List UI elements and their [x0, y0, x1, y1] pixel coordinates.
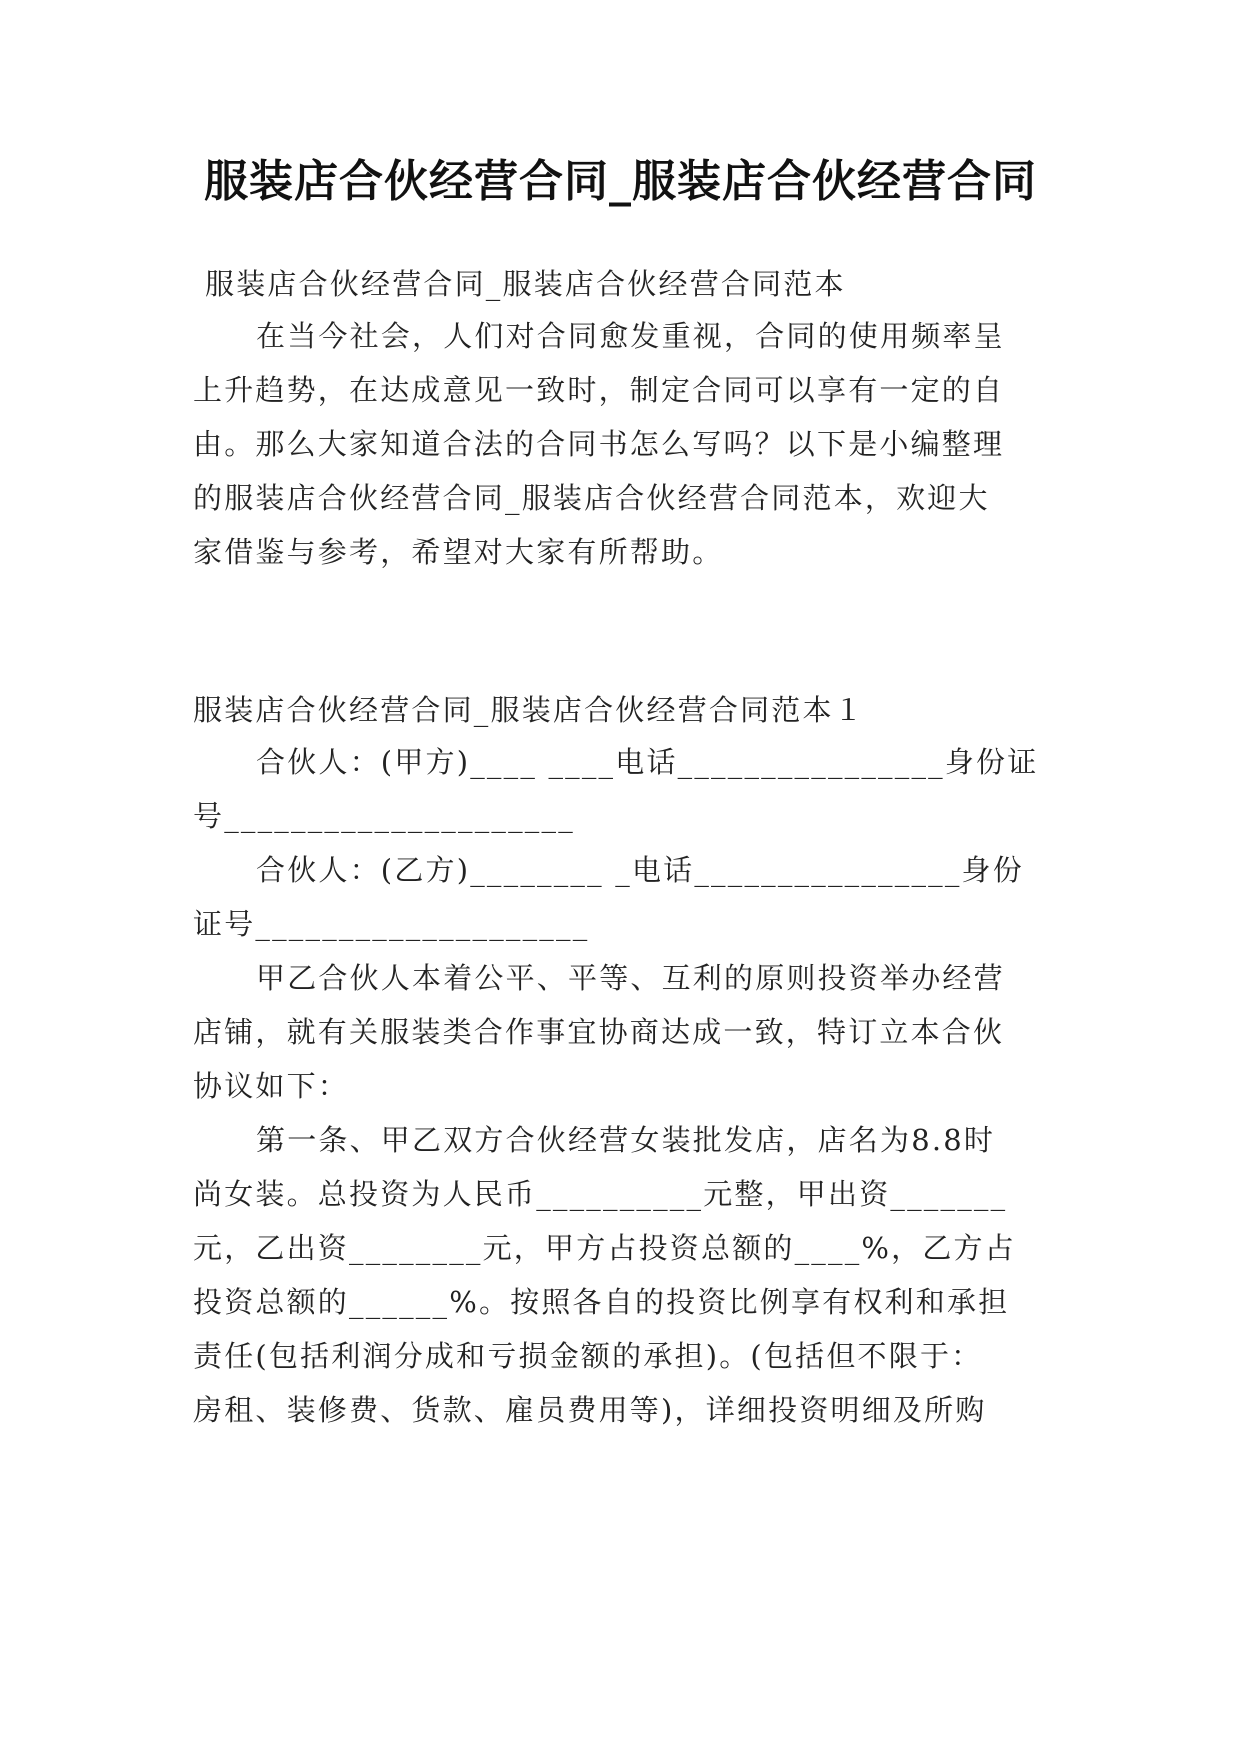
section-heading: 服装店合伙经营合同_服装店合伙经营合同范本１: [193, 693, 865, 727]
document-title: 服装店合伙经营合同_服装店合伙经营合同: [204, 156, 1037, 207]
article-1-line-1: 第一条、甲乙双方合伙经营女装批发店，店名为8.8时: [256, 1123, 996, 1157]
agreement-line-2: 店铺，就有关服装类合作事宜协商达成一致，特订立本合伙: [193, 1015, 1005, 1049]
intro-line-1: 在当今社会，人们对合同愈发重视，合同的使用频率呈: [256, 319, 1005, 353]
article-1-line-5: 责任(包括利润分成和亏损金额的承担)。(包括但不限于：: [193, 1339, 983, 1373]
intro-line-2: 上升趋势，在达成意见一致时，制定合同可以享有一定的自: [193, 373, 1005, 407]
article-1-line-6: 房租、装修费、货款、雇员费用等)，详细投资明细及所购: [193, 1393, 987, 1427]
partner-b-line: 合伙人：(乙方)________ _电话________________身份: [256, 853, 1024, 887]
partner-a-id-line: 号_____________________: [193, 799, 575, 833]
article-1-line-4: 投资总额的______%。按照各自的投资比例享有权利和承担: [193, 1285, 1010, 1319]
partner-a-line: 合伙人：(甲方)____ ____电话________________身份证: [256, 745, 1039, 779]
intro-line-5: 家借鉴与参考，希望对大家有所帮助。: [193, 535, 724, 569]
subtitle-line: 服装店合伙经营合同_服装店合伙经营合同范本: [205, 267, 846, 301]
article-1-line-2: 尚女装。总投资为人民币__________元整，甲出资_______: [193, 1177, 1008, 1211]
article-1-line-3: 元，乙出资________元，甲方占投资总额的____%，乙方占: [193, 1231, 1016, 1265]
intro-line-4: 的服装店合伙经营合同_服装店合伙经营合同范本，欢迎大: [193, 481, 990, 515]
partner-b-id-line: 证号____________________: [193, 907, 590, 941]
intro-line-3: 由。那么大家知道合法的合同书怎么写吗？以下是小编整理: [193, 427, 1005, 461]
agreement-line-1: 甲乙合伙人本着公平、平等、互利的原则投资举办经营: [256, 961, 1005, 995]
agreement-line-3: 协议如下：: [193, 1069, 350, 1103]
